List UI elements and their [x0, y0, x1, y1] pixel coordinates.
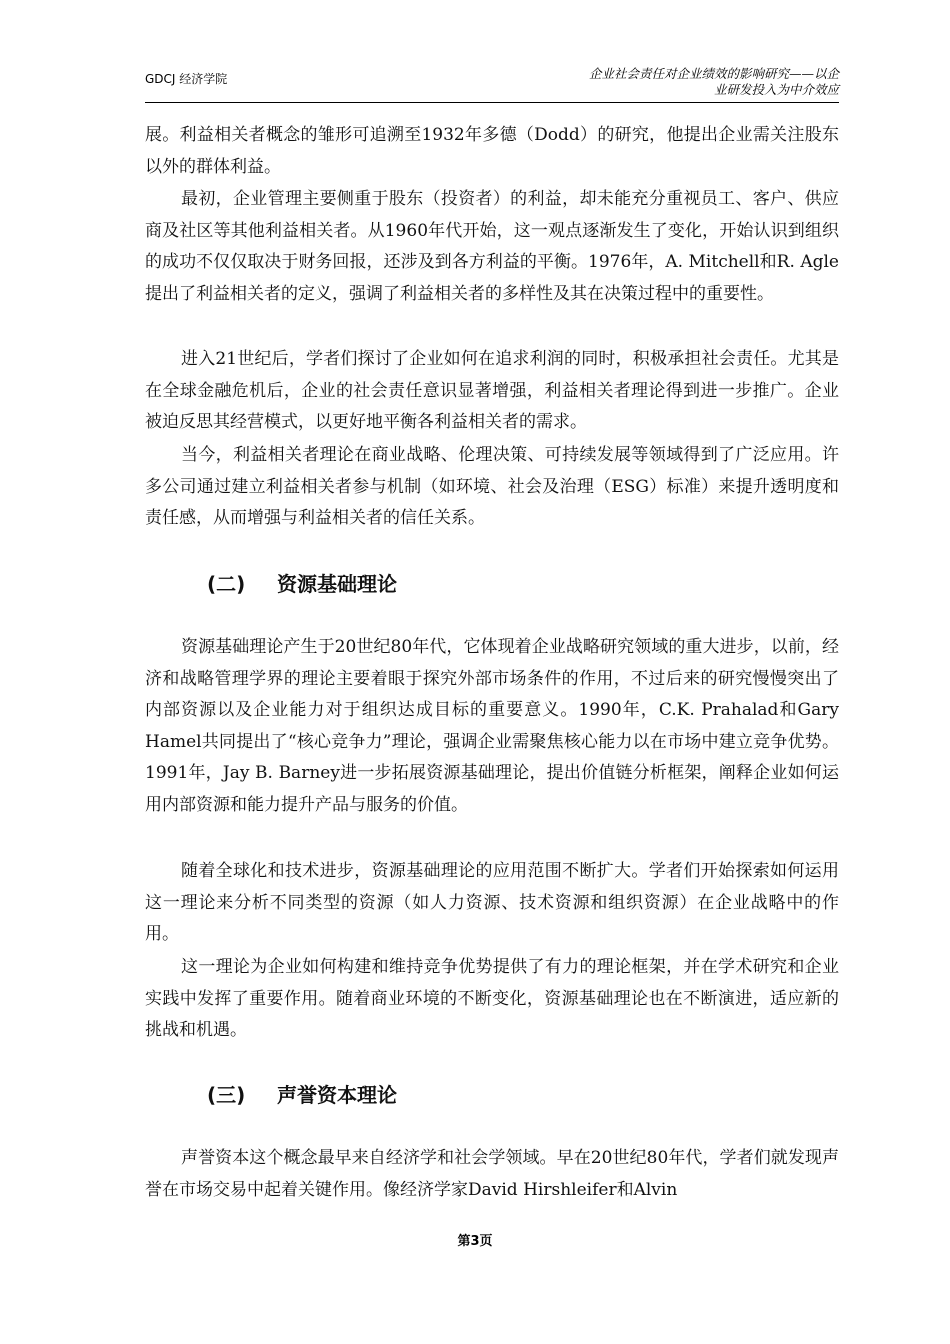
- section-number: (二): [207, 572, 246, 596]
- paragraph-reputation-origin: 声誉资本这个概念最早来自经济学和社会学领域。早在20世纪80年代，学者们就发现声誉在市场交易中起着关键作用。像经济学家David Hirshleifer和Alvin: [145, 1148, 839, 1200]
- header-thesis-title: [539, 66, 839, 98]
- section-heading-resource-based-theory: [207, 570, 397, 598]
- paragraph-stakeholder-today: 当今，利益相关者理论在商业战略、伦理决策、可持续发展等领域得到了广泛应用。许多公司通过建立利益相关者参与机制（如环境、社会及治理（ESG）标准）来提升透明度和责任感，从而增强与利益相关者的信任关系。: [145, 445, 839, 528]
- section-title: 资源基础理论: [277, 572, 397, 596]
- paragraph-rbv-framework: 这一理论为企业如何构建和维持竞争优势提供了有力的理论框架，并在学术研究和企业实践中发挥了重要作用。随着商业环境的不断变化，资源基础理论也在不断演进，适应新的挑战和机遇。: [145, 957, 839, 1040]
- header-thesis-title-line2: 业研发投入为中介效应: [713, 82, 839, 97]
- paragraph-stakeholder-origin: 展。利益相关者概念的雏形可追溯至1932年多德（Dodd）的研究，他提出企业需关注股东以外的群体利益。: [145, 125, 839, 177]
- paragraph-stakeholder-21st-century: 进入21世纪后，学者们探讨了企业如何在追求利润的同时，积极承担社会责任。尤其是在全球金融危机后，企业的社会责任意识显著增强，利益相关者理论得到进一步推广。企业被迫反思其经营模式，以更好地平衡各利益相关者的需求。: [145, 349, 839, 432]
- section-title: 声誉资本理论: [277, 1083, 397, 1107]
- page-number: 第3页: [457, 1234, 493, 1249]
- header-school-name: GDCJ 经济学院: [145, 72, 228, 86]
- paragraph-rbv-globalization: 随着全球化和技术进步，资源基础理论的应用范围不断扩大。学者们开始探索如何运用这一理论来分析不同类型的资源（如人力资源、技术资源和组织资源）在企业战略中的作用。: [145, 861, 839, 944]
- section-heading-reputation-capital-theory: [207, 1081, 397, 1109]
- header-thesis-title-line1: 企业社会责任对企业绩效的影响研究——以企: [588, 66, 839, 81]
- page-header: [145, 66, 839, 103]
- paragraph-stakeholder-evolution: 最初，企业管理主要侧重于股东（投资者）的利益，却未能充分重视员工、客户、供应商及社区等其他利益相关者。从1960年代开始，这一观点逐渐发生了变化，开始认识到组织的成功不仅仅取决于财务回报，还涉及到各方利益的平衡。1976年，A. Mitchell和R. Agle提出了利益相关者的定义，强调了利益相关者的多样性及其在决策过程中的重要性。: [145, 189, 839, 304]
- section-number: (三): [207, 1083, 246, 1107]
- paragraph-rbv-origin: 资源基础理论产生于20世纪80年代，它体现着企业战略研究领域的重大进步，以前，经济和战略管理学界的理论主要着眼于探究外部市场条件的作用，不过后来的研究慢慢突出了内部资源以及企业能力对于组织达成目标的重要意义。1990年，C.K. Prahalad和Gary Hamel共同提出了“核心竞争力”理论，强调企业需聚焦核心能力以在市场中建立竞争优势。1991年，Jay B. Barney进一步拓展资源基础理论，提出价值链分析框架，阐释企业如何运用内部资源和能力提升产品与服务的价值。: [145, 637, 839, 815]
